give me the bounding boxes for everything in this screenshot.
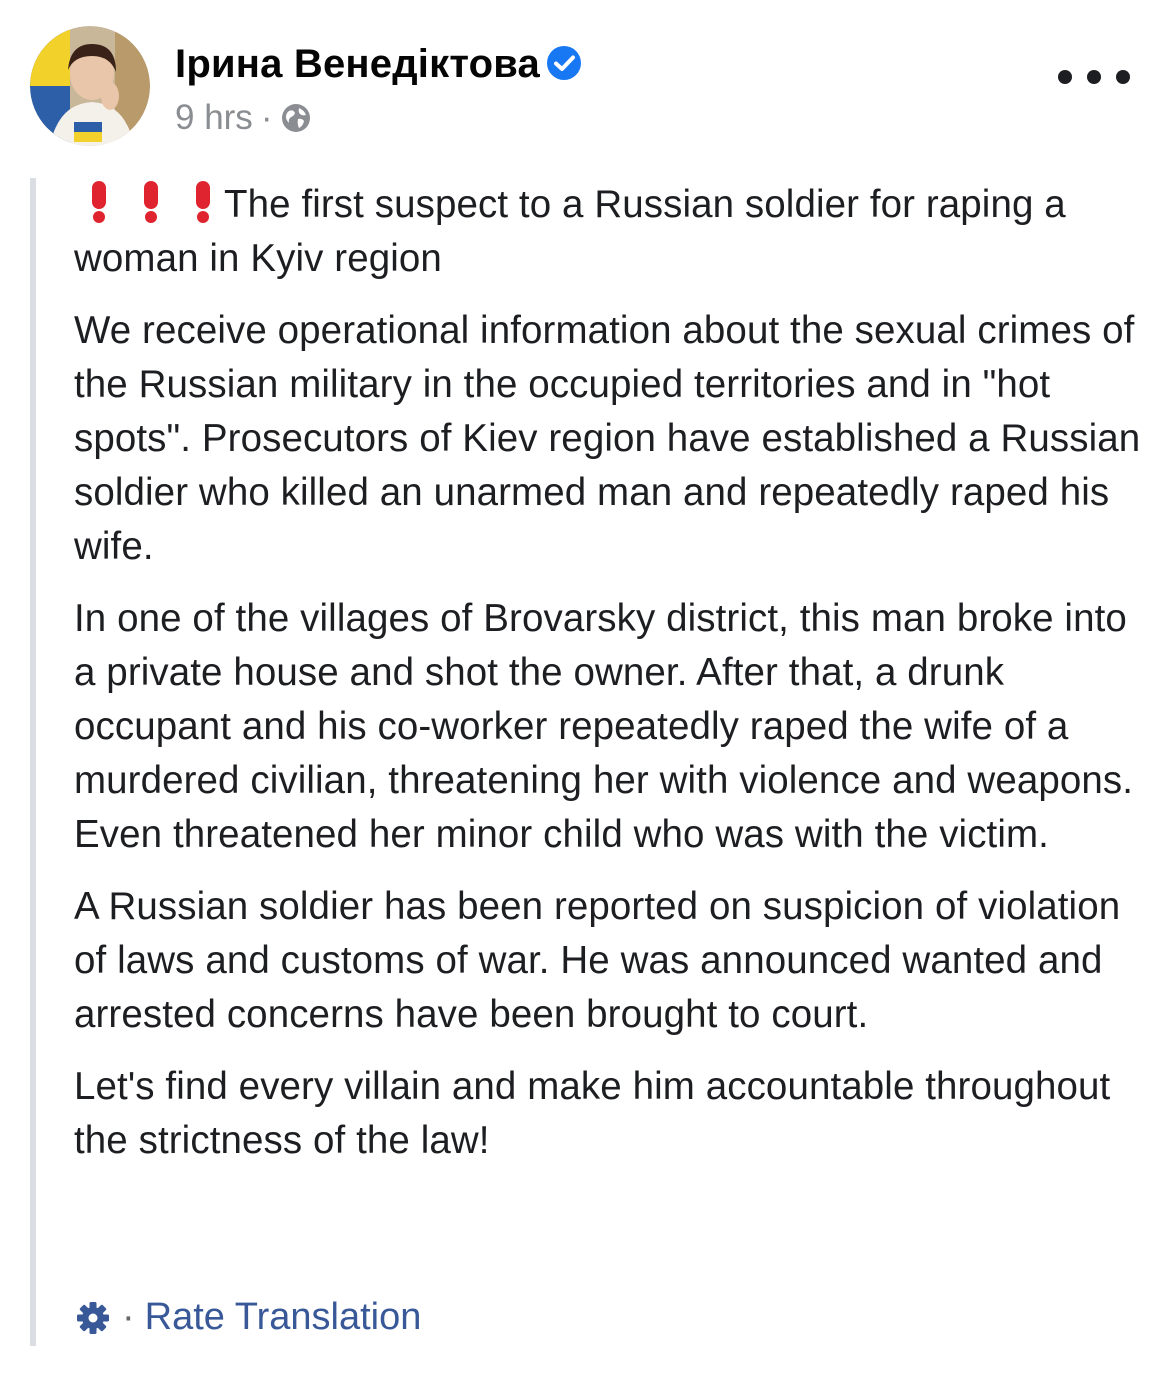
- translated-post: [30, 178, 1140, 1346]
- gear-icon[interactable]: [74, 1299, 112, 1337]
- post-paragraph: A Russian soldier has been reported on suspicion of violation of laws and customs of war. He was announced wanted and arrested concerns have been brought to court.: [74, 885, 1121, 1036]
- translation-footer: [74, 1296, 421, 1339]
- avatar-image: [30, 26, 150, 146]
- exclamation-icon: [140, 179, 162, 223]
- post-meta: [175, 98, 312, 138]
- post-paragraph-title: [74, 178, 1144, 286]
- exclamation-icon: [192, 179, 214, 223]
- post-paragraph: Let's find every villain and make him accountable throughout the strictness of the law!: [74, 1065, 1111, 1162]
- globe-icon: [280, 102, 312, 134]
- post-body: [74, 178, 1144, 1186]
- post-paragraph: We receive operational information about the sexual crimes of the Russian military in the occupied territories and in "hot spots". Prosecutors of Kiev region have established a Russian soldier who killed an unarmed man and repeatedly raped his wife.: [74, 309, 1141, 568]
- post-options-button[interactable]: [1058, 62, 1130, 92]
- more-dots-icon: [1058, 70, 1072, 84]
- verified-badge-icon: [546, 45, 582, 81]
- post-title-text: The first suspect to a Russian soldier for raping a woman in Kyiv region: [74, 183, 1066, 280]
- author-avatar[interactable]: [30, 26, 150, 146]
- author-name[interactable]: [175, 42, 582, 87]
- translation-separator: ·: [122, 1296, 135, 1338]
- author-name-text[interactable]: Ірина Венедіктова: [175, 42, 540, 86]
- more-dots-icon: [1087, 70, 1101, 84]
- post-paragraph: In one of the villages of Brovarsky district, this man broke into a private house and shot the owner. After that, a drunk occupant and his co-worker repeatedly raped the wife of a murdered civilian, threatening her with violence and weapons. Even threatened her minor child who was with the victim.: [74, 597, 1134, 856]
- rate-translation-link[interactable]: Rate Translation: [144, 1296, 422, 1338]
- exclamation-icon: [88, 179, 110, 223]
- more-dots-icon: [1116, 70, 1130, 84]
- meta-separator: ·: [260, 98, 273, 137]
- post-header: [0, 0, 1170, 160]
- post-timestamp[interactable]: 9 hrs: [175, 98, 253, 137]
